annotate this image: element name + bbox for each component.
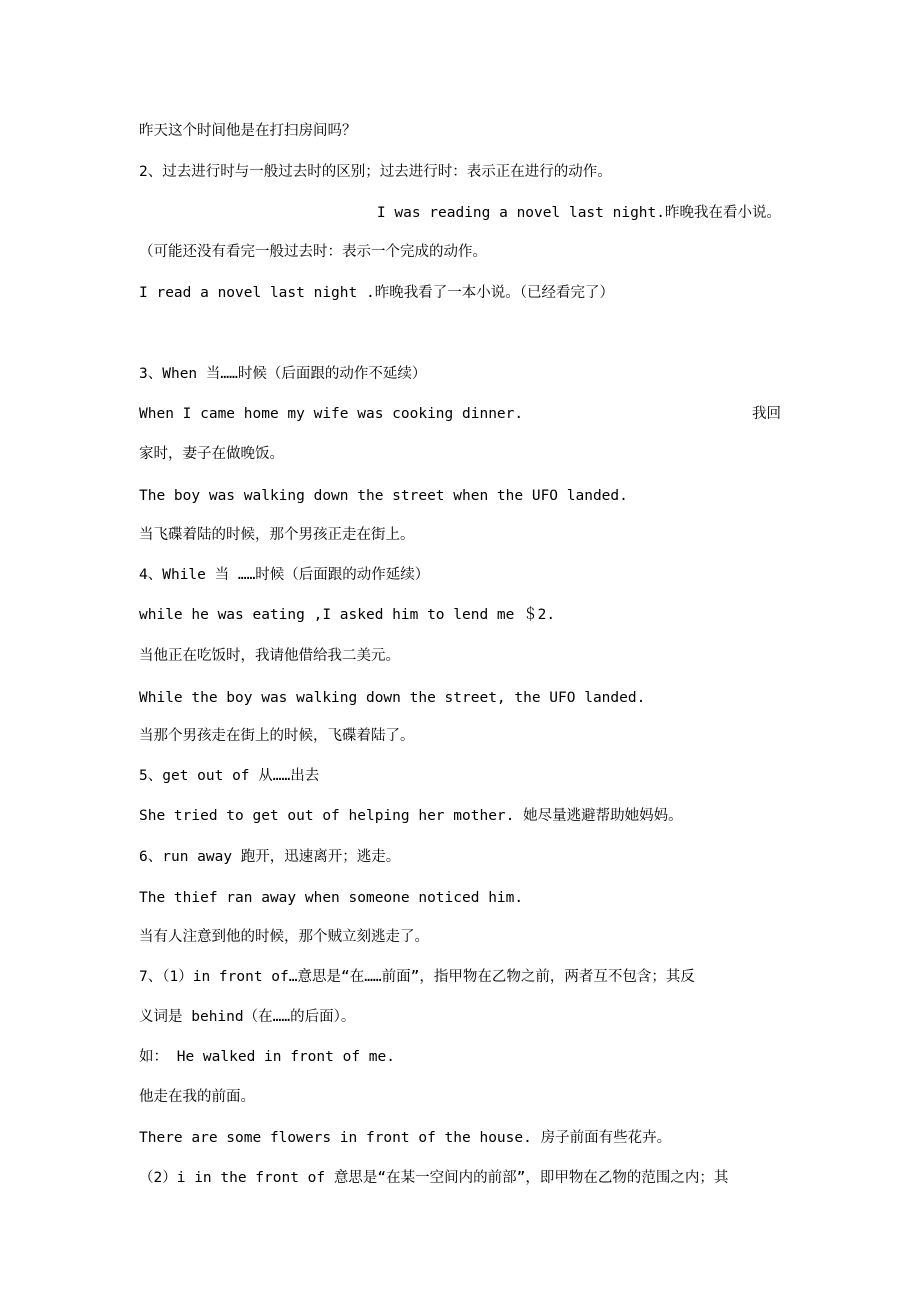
section-heading: 3、When 当……时候（后面跟的动作不延续） xyxy=(139,366,427,382)
text-line: 他走在我的前面。 xyxy=(139,1089,255,1105)
text-line: 当有人注意到他的时候，那个贼立刻逃走了。 xyxy=(139,929,429,945)
section-heading: 4、While 当 ……时候（后面跟的动作延续） xyxy=(139,567,430,583)
text-segment: When I came home my wife was cooking dinner. xyxy=(139,406,524,422)
section-heading: 7、（1）in front of…意思是“在……前面”，指甲物在乙物之前，两者互不包含；其反 xyxy=(139,969,695,985)
text-line: 当他正在吃饭时，我请他借给我二美元。 xyxy=(139,648,400,664)
section-heading: 5、get out of 从……出去 xyxy=(139,768,320,784)
text-line: while he was eating ,I asked him to lend me ＄2. xyxy=(139,607,556,623)
text-line: 当飞碟着陆的时候，那个男孩正走在街上。 xyxy=(139,527,415,543)
text-line: While the boy was walking down the street, the UFO landed. xyxy=(139,690,646,706)
section-heading: 6、run away 跑开，迅速离开；逃走。 xyxy=(139,849,401,865)
text-line: The boy was walking down the street when the UFO landed. xyxy=(139,488,628,504)
text-line: She tried to get out of helping her mother. 她尽量逃避帮助她妈妈。 xyxy=(139,808,683,824)
text-line: 昨天这个时间他是在打扫房间吗？ xyxy=(139,123,357,139)
text-line xyxy=(139,404,781,424)
text-line: 如： He walked in front of me. xyxy=(139,1049,395,1065)
text-line: I read a novel last night .昨晚我看了一本小说。（已经看完了） xyxy=(139,285,614,301)
text-line: 义词是 behind（在……的后面）。 xyxy=(139,1009,356,1025)
text-line: 当那个男孩走在街上的时候，飞碟着陆了。 xyxy=(139,728,415,744)
text-line: （2）i in the front of 意思是“在某一空间内的前部”，即甲物在乙物的范围之内；其 xyxy=(139,1170,729,1186)
text-line: The thief ran away when someone noticed him. xyxy=(139,890,524,906)
text-line: There are some flowers in front of the house. 房子前面有些花卉。 xyxy=(139,1130,672,1146)
text-line: 2、过去进行时与一般过去时的区别；过去进行时：表示正在进行的动作。 xyxy=(139,164,612,180)
text-line: 家时，妻子在做晚饭。 xyxy=(139,446,284,462)
text-line: （可能还没有看完一般过去时：表示一个完成的动作。 xyxy=(139,244,487,260)
text-segment: 我回 xyxy=(752,406,781,422)
text-line: I was reading a novel last night.昨晚我在看小说。 xyxy=(376,205,781,221)
